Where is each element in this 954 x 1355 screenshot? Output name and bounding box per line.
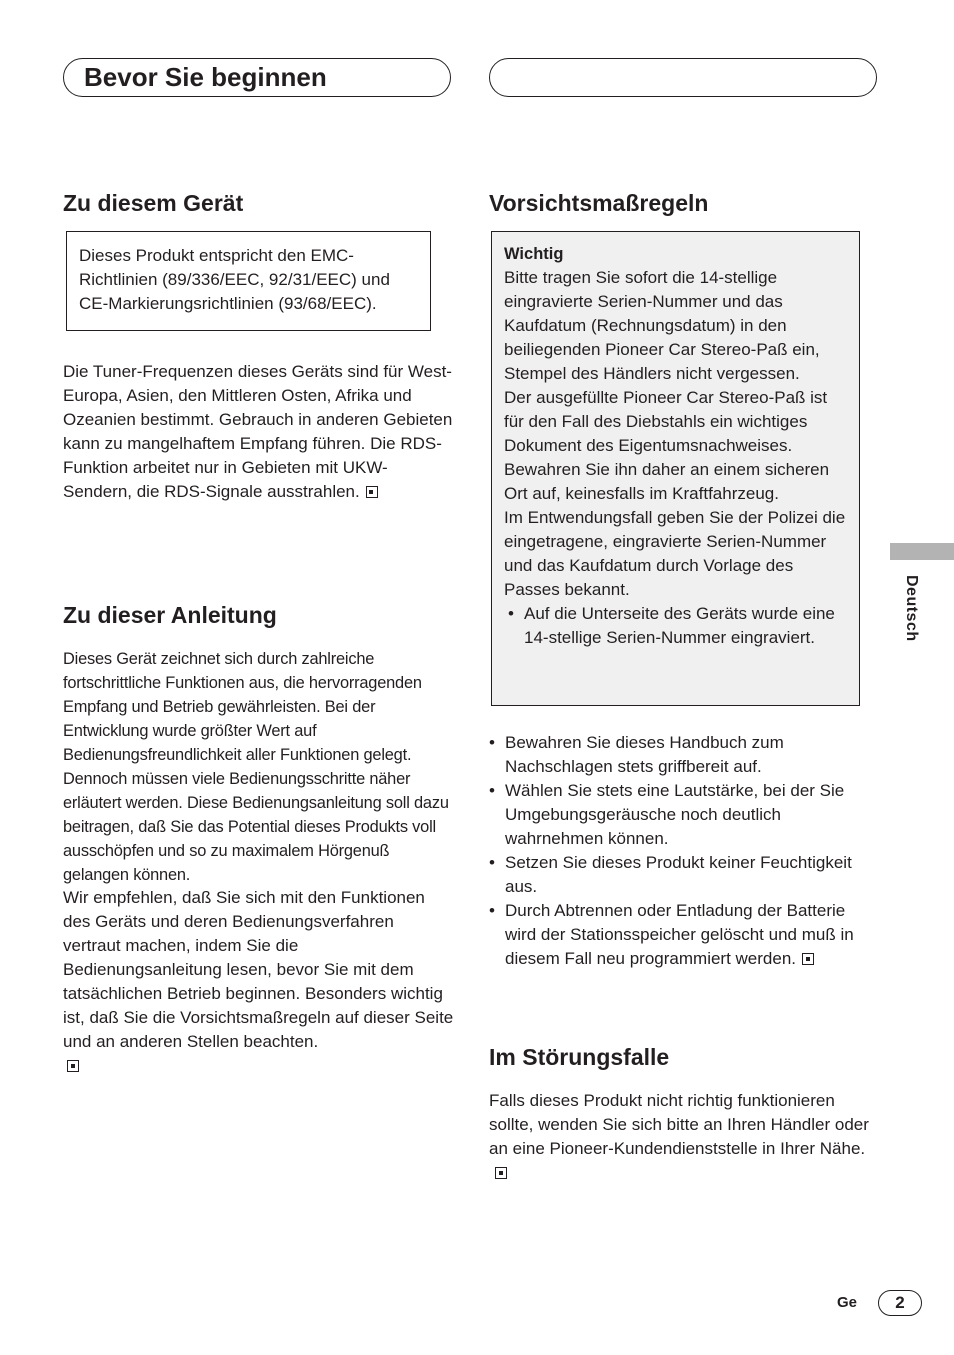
troubleshooting-paragraph (489, 1089, 874, 1185)
manual-intro-paragraph: Dieses Gerät zeichnet sich durch zahlreiche fortschrittliche Funktionen aus, die hervorragenden Empfang und Betrieb gewährleisten. Bei der Entwicklung wurde größter Wert auf Bedienungsfreundlichkeit aller Funktionen gelegt. Dennoch müssen viele Bedienungsschritte näher erläutert werden. Diese Bedienungsanleitung soll dazu beitragen, daß Sie das Potential dieses Produkts voll ausschöpfen und so zu maximalem Hörgenuß gelangen können. (63, 650, 449, 884)
page-number: 2 (878, 1290, 922, 1316)
end-mark-icon (802, 953, 814, 965)
heading-im-stoerungsfalle: Im Störungsfalle (489, 1044, 670, 1070)
precautions-bullet-list (489, 731, 879, 971)
important-paragraph-1: Bitte tragen Sie sofort die 14-stellige eingravierte Serien-Nummer und das Kaufdatum (Rechnungsdatum) in den beiliegenden Pioneer Car Stereo-Paß ein, Stempel des Händlers nicht vergessen. (504, 268, 820, 383)
list-item: • Auf die Unterseite des Geräts wurde eine 14-stellige Serien-Nummer eingraviert. (508, 602, 847, 650)
header-title-pill (63, 58, 451, 97)
list-item (489, 899, 879, 971)
language-code: Ge (837, 1294, 858, 1311)
troubleshooting-text: Falls dieses Produkt nicht richtig funktionieren sollte, wenden Sie sich bitte an Ihren Händler oder an eine Pioneer-Kundendienststelle in Ihrer Nähe. (489, 1091, 869, 1158)
heading-vorsichtsmassregeln: Vorsichtsmaßregeln (489, 190, 709, 216)
page-title: Bevor Sie beginnen (84, 62, 327, 92)
list-item: • Setzen Sie dieses Produkt keiner Feuchtigkeit aus. (489, 851, 879, 899)
important-paragraph-2: Der ausgefüllte Pioneer Car Stereo-Paß ist für den Fall des Diebstahls ein wichtiges Dokument des Eigentumsnachweises. Bewahren Sie ihn daher an einem sicheren Ort auf, keinesfalls im Kraftfahrzeug. (504, 388, 830, 503)
important-bullet-list (504, 602, 847, 650)
language-tab-label: Deutsch (903, 575, 920, 642)
manual-recommendation-paragraph (63, 886, 455, 1078)
tuner-frequency-paragraph (63, 360, 453, 504)
language-tab-marker (890, 543, 954, 560)
end-mark-icon (67, 1060, 79, 1072)
emc-notice-text: Dieses Produkt entspricht den EMC-Richtlinien (89/336/EEC, 92/31/EEC) und CE-Markierungsrichtlinien (93/68/EEC). (79, 246, 390, 313)
emc-notice-box (66, 231, 431, 331)
list-item-text: Durch Abtrennen oder Entladung der Batterie wird der Stationsspeicher gelöscht und muß in diesem Fall neu programmiert werden. (505, 901, 854, 968)
end-mark-icon (366, 486, 378, 498)
important-notice-box (491, 231, 860, 706)
heading-zu-diesem-geraet: Zu diesem Gerät (63, 190, 244, 216)
manual-recommendation-text: Wir empfehlen, daß Sie sich mit den Funktionen des Geräts und deren Bedienungsverfahren vertraut machen, indem Sie die Bedienungsanleitung lesen, bevor Sie mit dem tatsächlichen Betrieb beginnen. Besonders wichtig ist, daß Sie die Vorsichtsmaßregeln auf dieser Seite und an anderen Stellen beachten. (63, 888, 454, 1051)
tuner-frequency-text: Die Tuner-Frequenzen dieses Geräts sind für West-Europa, Asien, den Mittleren Osten, Afrika und Ozeanien bestimmt. Gebrauch in anderen Gebieten kann zu mangelhaftem Empfang führen. Die RDS-Funktion arbeitet nur in Gebieten mit UKW-Sendern, die RDS-Signale ausstrahlen. (63, 362, 453, 501)
important-title: Wichtig (504, 245, 564, 263)
header-empty-pill (489, 58, 877, 97)
important-paragraph-3: Im Entwendungsfall geben Sie der Polizei die eingetragene, eingravierte Serien-Nummer und das Kaufdatum durch Vorlage des Passes bekannt. (504, 508, 846, 599)
heading-zu-dieser-anleitung: Zu dieser Anleitung (63, 602, 277, 628)
list-item: • Wählen Sie stets eine Lautstärke, bei der Sie Umgebungsgeräusche noch deutlich wahrnehmen können. (489, 779, 879, 851)
list-item: • Bewahren Sie dieses Handbuch zum Nachschlagen stets griffbereit auf. (489, 731, 879, 779)
end-mark-icon (495, 1167, 507, 1179)
